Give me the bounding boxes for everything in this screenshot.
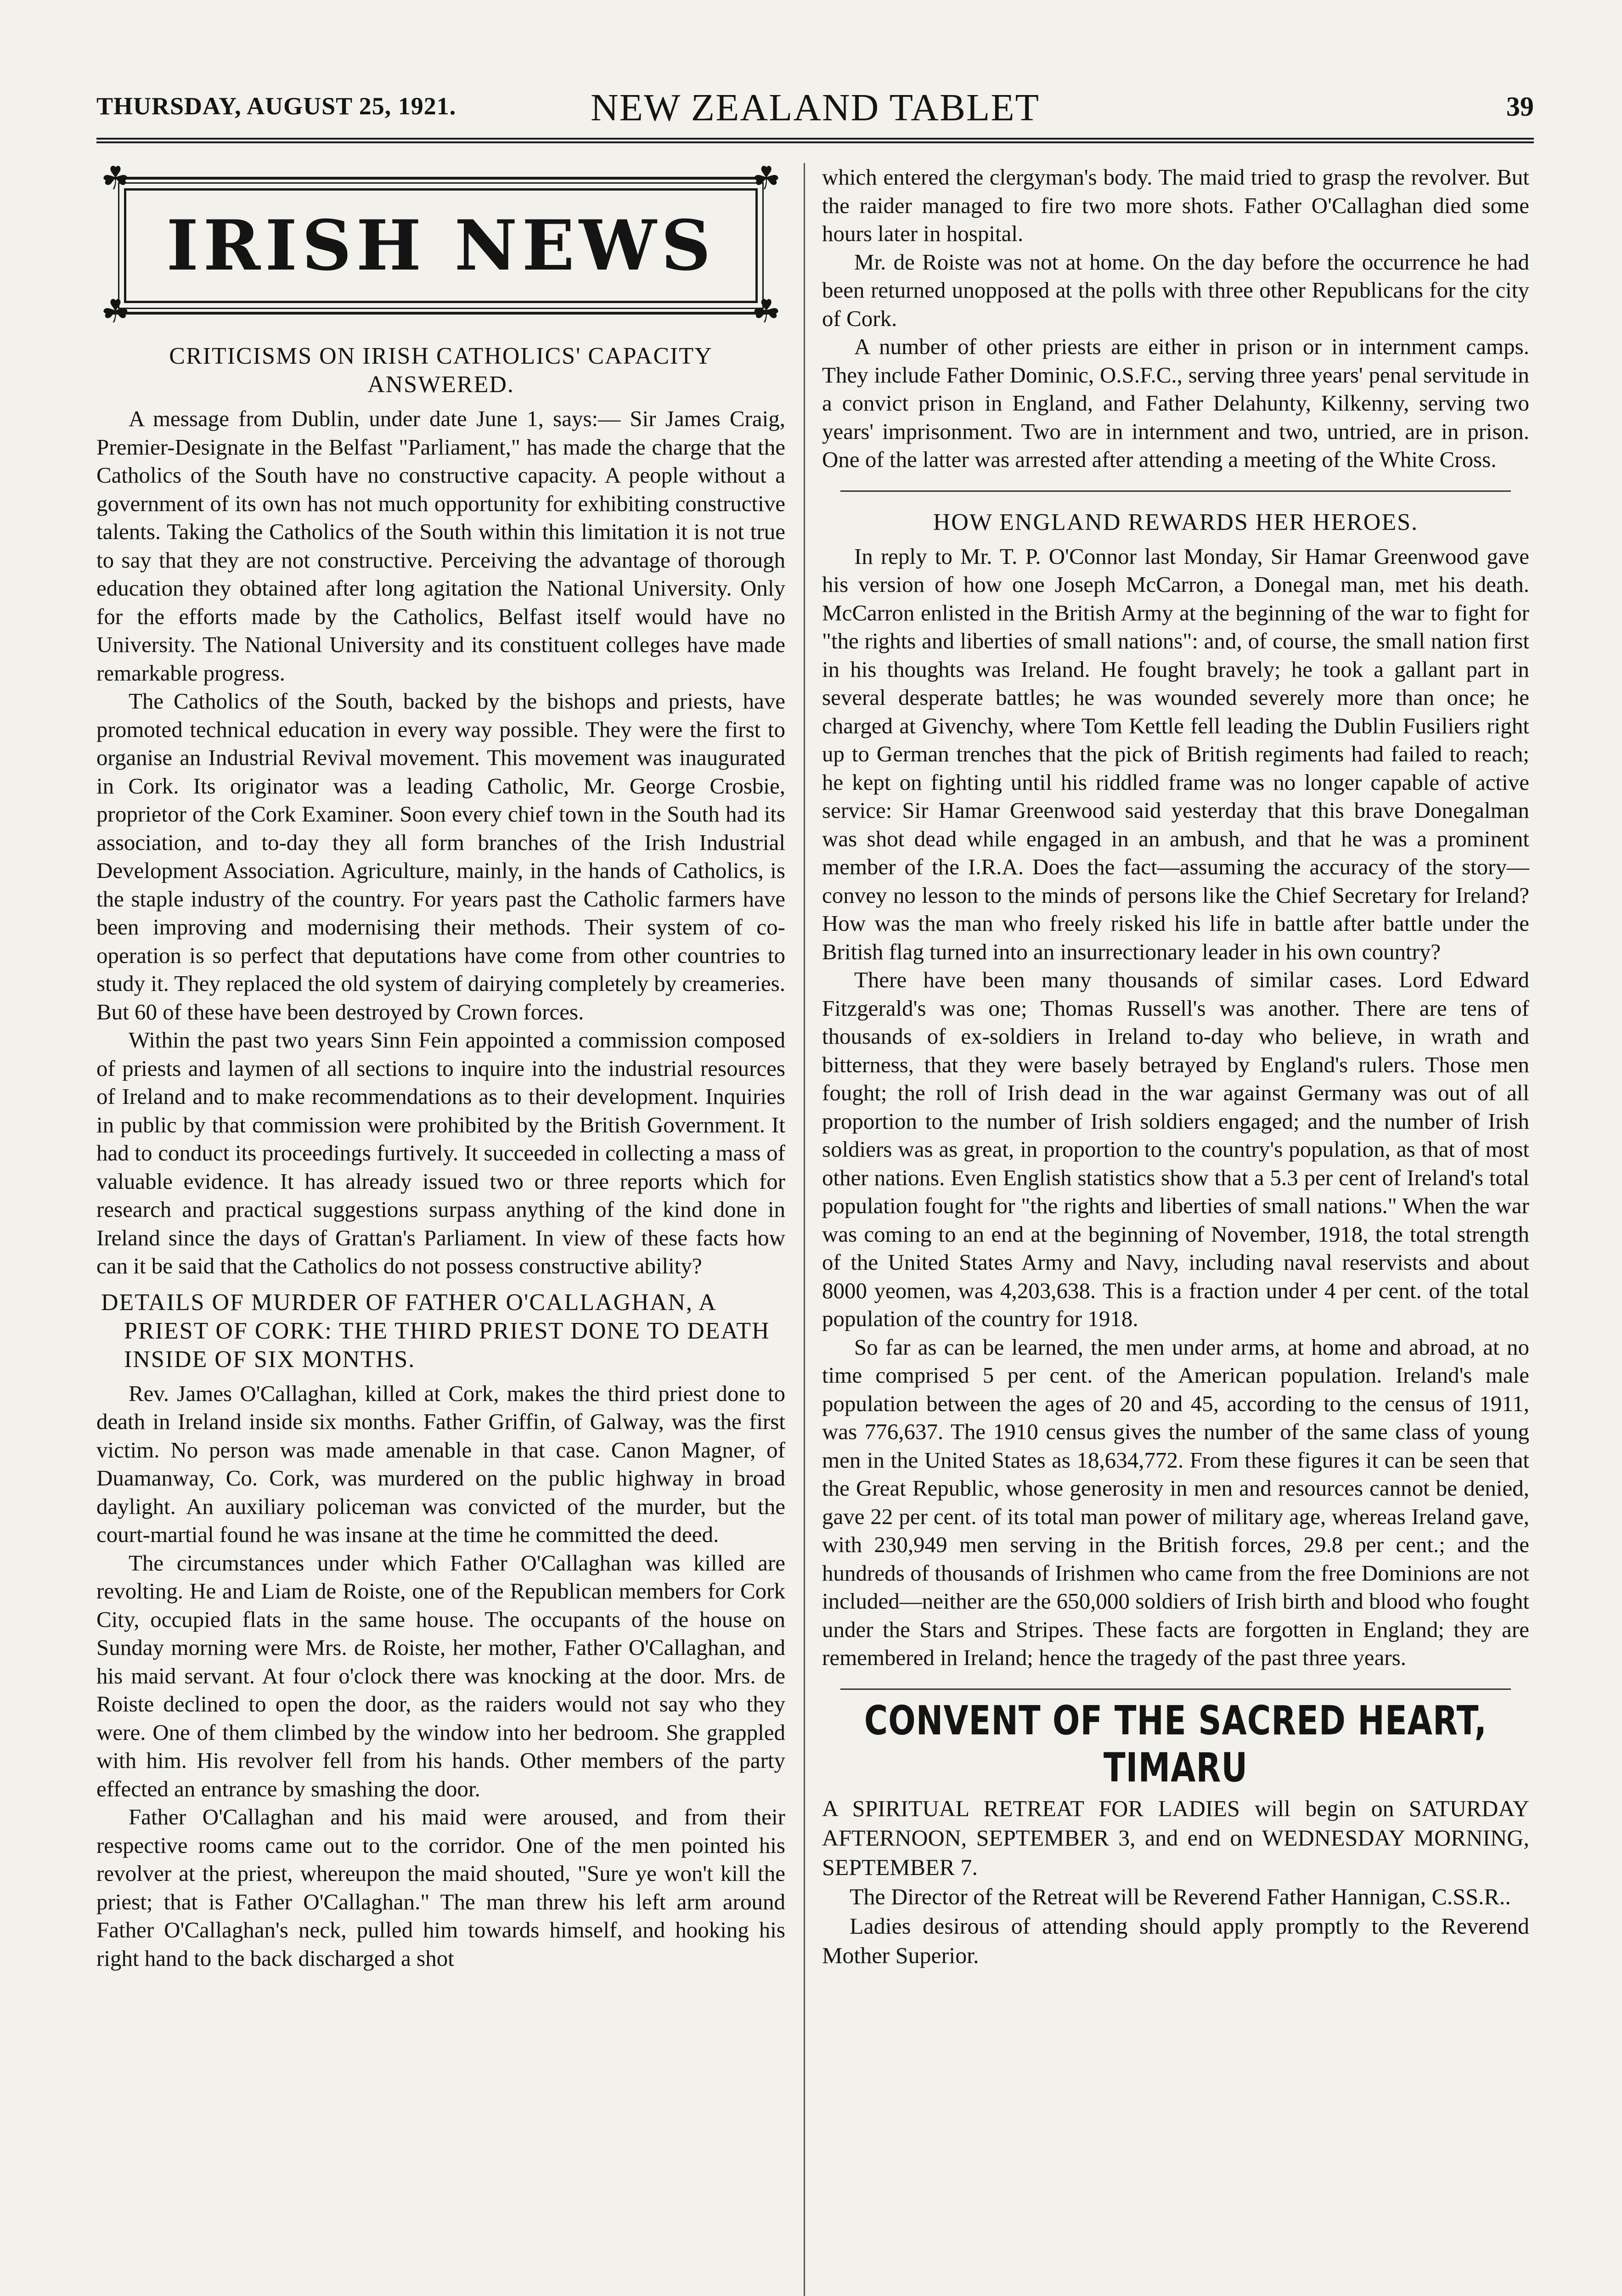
article-paragraph: Rev. James O'Callaghan, killed at Cork, makes the third priest done to death in Ireland inside six months. Father Griffin, of Galway, was the first victim. No person was made amenable in that case. Canon Magner, of Duamanway, Co. Cork, was murdered on the public highway in broad daylight. An auxiliary policeman was convicted of the murder, but the court-martial found he was insane at the time he committed the deed. <box>96 1380 785 1547</box>
banner-frame <box>124 188 758 303</box>
shamrock-icon: ☘ <box>101 294 130 330</box>
masthead-title: NEW ZEALAND TABLET <box>590 86 1040 129</box>
article-paragraph: So far as can be learned, the men under arms, at home and abroad, at no time comprised 5 per cent. of the American population. Ireland's male population between the ages of 20 and 45, according to the census of 1911, was 776,637. The 1910 census gives the number of the same class of young men in the United States as 18,634,772. From these figures it can be seen that the Great Republic, whose generosity in men and resources cannot be denied, gave 22 per cent. of its total man power of military age, whereas Ireland gave, with 230,949 men serving in the British forces, 29.8 per cent.; and the hundreds of thousands of Irishmen who came from the free Dominions are not included—neither are the 650,000 soldiers of Irish birth and blood who fought under the Stars and Stripes. These facts are forgotten in England; they are remembered in Ireland; hence the tragedy of the past three years. <box>822 1334 1529 1670</box>
page-number: 39 <box>1506 91 1534 122</box>
article-paragraph: A message from Dublin, under date June 1, says:— Sir James Craig, Premier-Designate in the Belfast "Parliament," has made the charge that the Catholics of the South have no constructive capacity. A people without a government of its own has not much opportunity for exhibiting constructive talents. Taking the Catholics of the South within this limitation it is not true to say that they are not constructive. Perceiving the advantage of thorough education they obtained after long agitation the National University. Only for the efforts made by the Catholics, Belfast itself would have no University. The National University and its constituent colleges have made remarkable progress. <box>96 406 785 686</box>
article-paragraph: Mr. de Roiste was not at home. On the day before the occurrence he had been returned unopposed at the polls with three other Republicans for the city of Cork. <box>822 249 1529 331</box>
convent-advertisement <box>822 1697 1529 1970</box>
convent-ad-title: CONVENT OF THE SACRED HEART, TIMARU <box>864 1697 1487 1791</box>
article-paragraph: The Catholics of the South, backed by the bishops and priests, have promoted technical education in every way possible. They were the first to organise an Industrial Revival movement. This movement was inaugurated in Cork. Its originator was a leading Catholic, Mr. George Crosbie, proprietor of the Cork Examiner. Soon every chief town in the South had its association, and to-day they all form branches of the Irish Industrial Development Association. Agriculture, mainly, in the hands of Catholics, is the staple industry of the country. For years past the Catholic farmers have been improving and modernising their methods. Their system of co-operation is so perfect that deputations have come from other countries to study it. They replaced the old system of dairying completely by creameries. But 60 of these have been destroyed by Crown forces. <box>96 688 785 1024</box>
convent-ad-director: The Director of the Retreat will be Reverend Father Hannigan, C.SS.R.. <box>850 1883 1511 1909</box>
shamrock-icon: ☘ <box>752 161 781 197</box>
article-paragraph: In reply to Mr. T. P. O'Connor last Monday, Sir Hamar Greenwood gave his version of how one Joseph McCarron, a Donegal man, met his death. McCarron enlisted in the British Army at the beginning of the war to fight for "the rights and liberties of small nations": and, of course, the small nation first in his thoughts was Ireland. He fought bravely; he took a gallant part in several desperate battles; he was wounded severely more than once; he charged at Givenchy, where Tom Kettle fell leading the Dublin Fusiliers right up to German trenches that the pick of British regiments had failed to reach; he kept on fighting until his riddled frame was no longer capable of active service: Sir Hamar Greenwood said yesterday that this brave Donegalman was shot dead while engaged in an ambush, and that he was a prominent member of the I.R.A. Does the fact—assuming the accuracy of the story—convey no lesson to the minds of persons like the Chief Secretary for Ireland? How was the man who freely risked his life in battle after battle under the British flag turned into an insurrectionary leader in his own country? <box>822 543 1529 964</box>
column-divider <box>804 163 805 2296</box>
banner-rule-bottom <box>106 312 776 315</box>
article-divider <box>840 490 1511 492</box>
article-heading-heroes: HOW ENGLAND REWARDS HER HEROES. <box>933 509 1419 535</box>
article-paragraph: The circumstances under which Father O'Callaghan was killed are revolting. He and Liam de Roiste, one of the Republican members for Cork City, occupied flats in the same house. The occupants of the house on Sunday morning were Mrs. de Roiste, her mother, Father O'Callaghan, and his maid servant. At four o'clock there was knocking at the door. Mrs. de Roiste declined to open the door, as the raiders would not say who they were. One of them climbed by the window into her bedroom. She grappled with him. His revolver fell from his hands. Other members of the party effected an entrance by smashing the door. <box>96 1550 785 1801</box>
article-paragraph: Within the past two years Sinn Fein appointed a commission composed of priests and laymen of all sections to inquire into the industrial resources of Ireland and to make recommendations as to their development. Inquiries in public by that commission were prohibited by the British Government. It had to conduct its proceedings furtively. It succeeded in collecting a mass of valuable evidence. It has already issued two or three reports which for research and practical suggestions surpass anything of the kind done in Ireland since the days of Grattan's Parliament. In view of these facts how can it be said that the Catholics do not possess constructive ability? <box>96 1027 785 1278</box>
article-paragraph: A number of other priests are either in prison or in internment camps. They include Father Dominic, O.S.F.C., serving three years' penal servitude in a convict prison in England, and Father Delahunty, Kilkenny, serving two years' imprisonment. Two are in internment and two, untried, are in prison. One of the latter was arrested after attending a meeting of the White Cross. <box>822 334 1529 472</box>
article-heading-criticisms: CRITICISMS ON IRISH CATHOLICS' CAPACITY ANSWERED. <box>169 343 713 398</box>
left-column <box>96 163 785 1972</box>
irish-news-banner <box>101 161 781 330</box>
right-column <box>822 163 1529 1970</box>
article-heading-callaghan: DETAILS OF MURDER OF FATHER O'CALLAGHAN, A PRIEST OF CORK: THE THIRD PRIEST DONE TO DEATH INSIDE OF SIX MONTHS. <box>101 1289 770 1373</box>
page-header <box>96 78 1534 143</box>
section-title: IRISH NEWS <box>166 205 715 286</box>
banner-rule-top <box>106 177 776 180</box>
article-paragraph-continued: which entered the clergyman's body. The maid tried to grasp the revolver. But the raider managed to fire two more shots. Father O'Callaghan died some hours later in hospital. <box>822 164 1529 246</box>
article-paragraph: Father O'Callaghan and his maid were aroused, and from their respective rooms came out to the corridor. One of the men pointed his revolver at the priest, whereupon the maid shouted, "Sure ye won't kill the priest; that is Father O'Callaghan." The man threw his left arm around Father O'Callaghan's neck, pulled him towards himself, and hooking his right hand to the back discharged a shot <box>96 1804 785 1971</box>
article-divider <box>840 1688 1511 1690</box>
issue-date: THURSDAY, AUGUST 25, 1921. <box>96 92 456 120</box>
article-paragraph: There have been many thousands of similar cases. Lord Edward Fitzgerald's was one; Thomas Russell's was another. There are tens of thousands of ex-soldiers in Ireland to-day who believe, in wrath and bitterness, that they were basely betrayed by England's rulers. Those men fought; the roll of Irish dead in the war against Germany was out of all proportion to the number of Irish soldiers engaged; and the number of Irish soldiers was as great, in proportion to the country's population, as that of most other nations. Even English statistics show that a 5.3 per cent of Ireland's total population fought for "the rights and liberties of small nations." When the war was coming to an end at the beginning of November, 1918, the total strength of the United States Army and Navy, including naval reservists and about 8000 yeomen, was 4,203,638. This is a fraction under 4 per cent. of the total population of the country for 1918. <box>822 967 1529 1331</box>
convent-ad-text: A SPIRITUAL RETREAT FOR LADIES will begin on SATURDAY AFTERNOON, SEPTEMBER 3, and end on WEDNESDAY MORNING, SEPTEMBER 7. <box>822 1795 1529 1880</box>
shamrock-icon: ☘ <box>752 294 781 330</box>
shamrock-icon: ☘ <box>101 161 130 197</box>
convent-ad-apply: Ladies desirous of attending should apply promptly to the Reverend Mother Superior. <box>822 1913 1529 1968</box>
